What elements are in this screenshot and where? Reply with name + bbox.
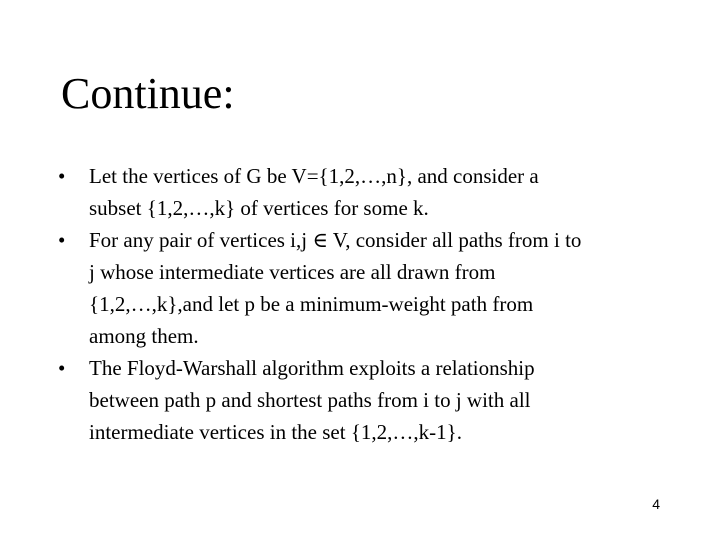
bullet-text-line: Let the vertices of G be V={1,2,…,n}, and consider a bbox=[89, 164, 539, 188]
bullet-item bbox=[58, 352, 658, 448]
bullet-marker: • bbox=[58, 356, 66, 380]
bullet-text-line: The Floyd-Warshall algorithm exploits a relationship bbox=[89, 356, 535, 380]
bullet-item bbox=[58, 160, 658, 224]
bullet-text-line: between path p and shortest paths from i to j with all bbox=[89, 388, 531, 412]
bullet-text-line: among them. bbox=[89, 324, 199, 348]
bullet-text-line: intermediate vertices in the set {1,2,…,k-1}. bbox=[89, 420, 462, 444]
bullet-text-line: {1,2,…,k},and let p be a minimum-weight path from bbox=[89, 292, 534, 316]
bullet-marker: • bbox=[58, 164, 66, 188]
bullet-text-line: For any pair of vertices i,j ∈ V, consider all paths from i to bbox=[89, 228, 582, 252]
bullet-text-line: subset {1,2,…,k} of vertices for some k. bbox=[89, 196, 429, 220]
slide-title: Continue: bbox=[61, 69, 235, 118]
page-number: 4 bbox=[652, 496, 660, 512]
bullet-list bbox=[58, 160, 658, 448]
bullet-item bbox=[58, 224, 658, 352]
bullet-text-line: j whose intermediate vertices are all drawn from bbox=[89, 260, 496, 284]
bullet-marker: • bbox=[58, 228, 66, 252]
